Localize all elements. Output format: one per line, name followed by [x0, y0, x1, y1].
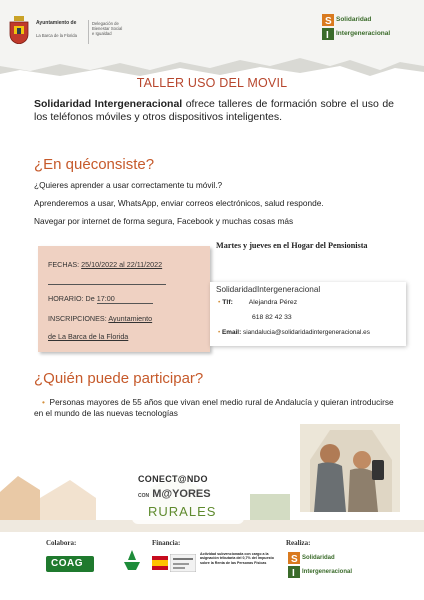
page-title: TALLER USO DEL MOVIL: [136, 76, 288, 90]
contact-phone-row: • Tlf: Alejandra Pérez: [218, 299, 298, 306]
section1-line: Aprenderemos a usar, WhatsApp, enviar correos electrónicos, salud responde.: [34, 198, 324, 208]
town-name: La Barca de la Florida: [36, 33, 77, 38]
realiza-si-line1: Solidaridad: [302, 555, 335, 561]
blank-line: [48, 284, 166, 285]
program-logo-line3: RURALES: [148, 504, 217, 519]
junta-andalucia-logo-icon: [118, 548, 146, 574]
registration-place: de La Barca de la Florida: [48, 332, 129, 341]
section1-line: ¿Quieres aprender a usar correctamente tu móvil.?: [34, 180, 223, 190]
schedule-row: HORARIO: De 17:00: [48, 294, 153, 304]
town-coat-of-arms-icon: [8, 16, 30, 44]
delegation-name: Delegación de Bienestar Social e Igualdad: [92, 21, 123, 37]
contact-org-name: SolidaridadIntergeneracional: [216, 285, 321, 294]
participants-text: • Personas mayores de 55 años que vivan enel medio rural de Andalucía y quieran introducirse en el mundo de las nuevas tecnologías: [34, 397, 394, 418]
dates-row: FECHAS: 25/10/2022 al 22/11/2022: [48, 260, 163, 269]
colabora-label: Colabora:: [46, 539, 77, 547]
section1-line: Navegar por internet de forma segura, Facebook y muchas cosas más: [34, 216, 294, 226]
schedule-note: Martes y jueves en el Hogar del Pensionista: [216, 241, 368, 250]
town-hall-name: Ayuntamiento de: [36, 20, 77, 26]
program-logo-line2: CON M@YORES: [138, 488, 211, 500]
solidaridad-intergeneracional-logo: S I Solidaridad Intergeneracional: [322, 14, 402, 46]
program-logo: [132, 468, 244, 524]
registration-row: INSCRIPCIONES: Ayuntamiento: [48, 314, 153, 323]
contact-email[interactable]: siandalucia@solidaridadintergeneracional.es: [243, 329, 370, 336]
header-divider: [88, 20, 89, 44]
realiza-si-logo: [288, 552, 360, 584]
intro-org-name: Solidaridad Intergeneracional: [34, 98, 183, 110]
svg-text:S: S: [325, 16, 332, 27]
section-heading-who: ¿Quién puede participar?: [34, 370, 204, 387]
ministry-logo-icon: [170, 554, 196, 572]
si-mark-icon: [322, 14, 334, 40]
section-heading-what: ¿En quéconsiste?: [34, 156, 155, 173]
coag-logo: [46, 556, 94, 572]
svg-text:I: I: [326, 30, 329, 40]
contact-phone-number: 618 82 42 33: [252, 314, 292, 321]
contact-email-row: • Email: siandalucia@solidaridadintergeneracional.es: [218, 329, 370, 336]
realiza-label: Realiza:: [286, 539, 311, 547]
irpf-note: Actividad subvencionada con cargo a la asignación tributaria del 0,7% del Impuesto sobre la Renta de las Personas Físicas: [200, 552, 274, 565]
spain-government-icon: [152, 556, 168, 570]
svg-text:S: S: [291, 554, 298, 565]
program-logo-line1: CONECT@NDO: [138, 474, 208, 484]
contact-box: [210, 282, 406, 346]
svg-text:I: I: [292, 568, 295, 578]
financia-label: Financia:: [152, 539, 181, 547]
si-mark-icon: [288, 552, 300, 578]
intro-paragraph: Solidaridad Intergeneracional ofrece talleres de formación sobre el uso de los teléfonos móviles y otros dispositivos inteligentes.: [34, 98, 394, 123]
details-card: [38, 246, 210, 352]
realiza-si-line2: Intergeneracional: [302, 569, 353, 575]
coag-logo-text: COAG: [51, 558, 83, 569]
